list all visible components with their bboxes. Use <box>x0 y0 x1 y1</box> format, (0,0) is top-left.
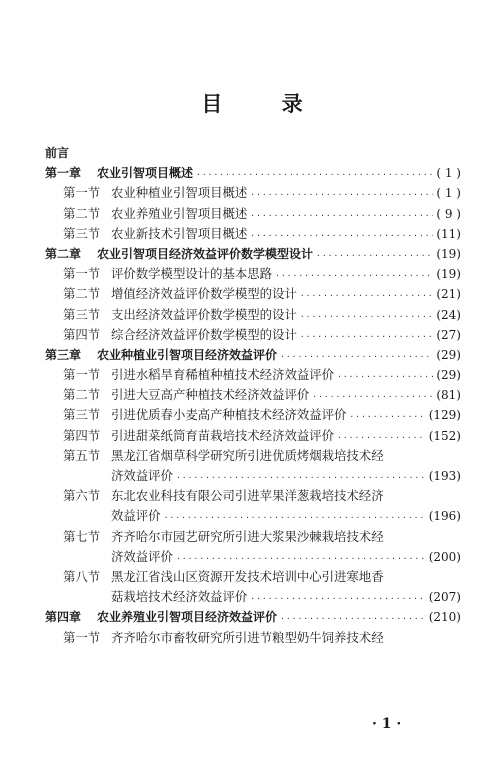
page-ref: (129) <box>428 408 461 423</box>
section-number: 第一节 <box>63 266 101 282</box>
toc-chapter-1[interactable] <box>45 163 461 183</box>
leader-dots <box>250 185 433 205</box>
section-title: 黑龙江省烟草科学研究所引进优质烤烟栽培技术经 <box>111 447 384 463</box>
toc-preface[interactable] <box>45 143 461 163</box>
toc-section[interactable] <box>45 325 461 345</box>
page-ref: (19) <box>436 267 461 282</box>
chapter-title: 农业养殖业引智项目经济效益评价 <box>97 610 278 625</box>
page-ref: (29) <box>436 347 461 362</box>
page-ref: ( 1 ) <box>436 166 461 181</box>
page-number: · 1 · <box>372 716 402 732</box>
page-ref: (21) <box>436 287 461 302</box>
page-ref: (11) <box>436 226 461 241</box>
toc-section[interactable] <box>45 365 461 385</box>
leader-dots <box>275 266 433 286</box>
section-number: 第三节 <box>63 306 101 322</box>
section-title: 引进甜菜纸筒育苗栽培技术经济效益评价 <box>111 427 335 443</box>
page-ref: (196) <box>428 509 461 524</box>
page-ref: ( 1 ) <box>436 186 461 201</box>
leader-dots <box>316 246 433 266</box>
section-title-continued: 效益评价 <box>111 508 161 524</box>
page-ref: (152) <box>428 428 461 443</box>
section-number: 第二节 <box>63 286 101 302</box>
page-ref: (24) <box>436 307 461 322</box>
leader-dots <box>176 549 426 569</box>
chapter-number: 第二章 <box>45 246 82 261</box>
section-title: 评价数学模型设计的基本思路 <box>111 266 273 282</box>
section-title: 综合经济效益评价数学模型的设计 <box>111 326 297 342</box>
toc-section-continuation[interactable] <box>45 466 461 486</box>
section-number: 第一节 <box>63 629 101 645</box>
section-number: 第三节 <box>63 407 101 423</box>
toc-section[interactable] <box>45 284 461 304</box>
toc-section[interactable] <box>45 305 461 325</box>
page-title: 目 录 <box>201 92 329 116</box>
section-title: 齐齐哈尔市畜牧研究所引进节粮型奶牛饲养技术经 <box>111 629 384 645</box>
chapter-title: 农业引智项目概述 <box>97 166 194 181</box>
toc-chapter-4[interactable] <box>45 607 461 627</box>
page-ref: (193) <box>428 469 461 483</box>
section-title: 支出经济效益评价数学模型的设计 <box>111 306 297 322</box>
leader-dots <box>312 387 433 407</box>
section-title: 引进大豆高产种植技术经济效益评价 <box>111 387 310 403</box>
chapter-title: 农业引智项目经济效益评价数学模型设计 <box>97 246 314 261</box>
preface-label: 前言 <box>45 146 70 160</box>
section-title-continued: 济效益评价 <box>111 548 173 564</box>
section-title: 农业种植业引智项目概述 <box>111 185 248 201</box>
section-title-continued: 菇栽培技术经济效益评价 <box>111 589 248 605</box>
leader-dots <box>164 508 426 528</box>
section-number: 第一节 <box>63 367 101 383</box>
leader-dots <box>300 307 434 327</box>
section-number: 第一节 <box>63 185 101 201</box>
toc-section[interactable] <box>45 628 461 648</box>
page-ref: (207) <box>428 590 461 605</box>
toc-section-continuation[interactable] <box>45 547 461 567</box>
chapter-number: 第四章 <box>45 610 82 625</box>
section-title: 农业新技术引智项目概述 <box>111 225 248 241</box>
toc-section[interactable] <box>45 486 461 506</box>
section-number: 第四节 <box>63 326 101 342</box>
section-number: 第七节 <box>63 528 101 544</box>
leader-dots <box>250 226 433 246</box>
leader-dots <box>300 286 434 306</box>
leader-dots <box>349 407 425 427</box>
leader-dots <box>300 327 434 347</box>
toc-section[interactable] <box>45 183 461 203</box>
leader-dots <box>337 367 433 387</box>
leader-dots <box>280 347 433 367</box>
leader-dots <box>280 609 426 629</box>
page-ref: (29) <box>436 368 461 383</box>
leader-dots <box>176 468 426 488</box>
leader-dots <box>196 165 433 185</box>
page-ref: ( 9 ) <box>436 206 461 221</box>
section-title-continued: 济效益评价 <box>111 468 173 483</box>
chapter-title: 农业种植业引智项目经济效益评价 <box>97 347 278 362</box>
section-number: 第二节 <box>63 205 101 221</box>
section-title: 引进优质春小麦高产种植技术经济效益评价 <box>111 407 347 423</box>
leader-dots <box>250 589 425 609</box>
toc-section[interactable] <box>45 405 461 425</box>
section-number: 第二节 <box>63 387 101 403</box>
chapter-number: 第一章 <box>45 166 82 181</box>
toc-chapter-3[interactable] <box>45 345 461 365</box>
toc-chapter-2[interactable] <box>45 244 461 264</box>
page-ref: (210) <box>428 610 461 625</box>
section-number: 第五节 <box>63 447 101 463</box>
page-ref: (200) <box>428 549 461 564</box>
page-ref: (19) <box>436 246 461 261</box>
toc-section[interactable] <box>45 426 461 446</box>
chapter-number: 第三章 <box>45 347 82 362</box>
section-number: 第四节 <box>63 427 101 443</box>
section-number: 第六节 <box>63 488 101 504</box>
toc-section-continuation[interactable] <box>45 587 461 607</box>
section-title: 引进水稻旱育稀植种植技术经济效益评价 <box>111 367 335 383</box>
section-title: 增值经济效益评价数学模型的设计 <box>111 286 297 302</box>
toc-section[interactable] <box>45 224 461 244</box>
page-ref: (27) <box>436 327 461 342</box>
section-title: 东北农业科技有限公司引进苹果洋葱栽培技术经济 <box>111 488 384 504</box>
section-number: 第三节 <box>63 225 101 241</box>
toc-section[interactable] <box>45 204 461 224</box>
section-title: 齐齐哈尔市园艺研究所引进大浆果沙棘栽培技术经 <box>111 528 384 544</box>
toc-section[interactable] <box>45 385 461 405</box>
toc-section-continuation[interactable] <box>45 506 461 526</box>
section-number: 第八节 <box>63 568 101 584</box>
leader-dots <box>337 428 426 448</box>
toc-section[interactable] <box>45 264 461 284</box>
toc-section[interactable] <box>45 527 461 547</box>
toc-section[interactable] <box>45 446 461 466</box>
toc-section[interactable] <box>45 567 461 587</box>
section-title: 黑龙江省浅山区资源开发技术培训中心引进寒地香 <box>111 568 384 584</box>
leader-dots <box>250 206 433 226</box>
table-of-contents <box>45 143 461 648</box>
page-ref: (81) <box>436 388 461 403</box>
section-title: 农业养殖业引智项目概述 <box>111 205 248 221</box>
